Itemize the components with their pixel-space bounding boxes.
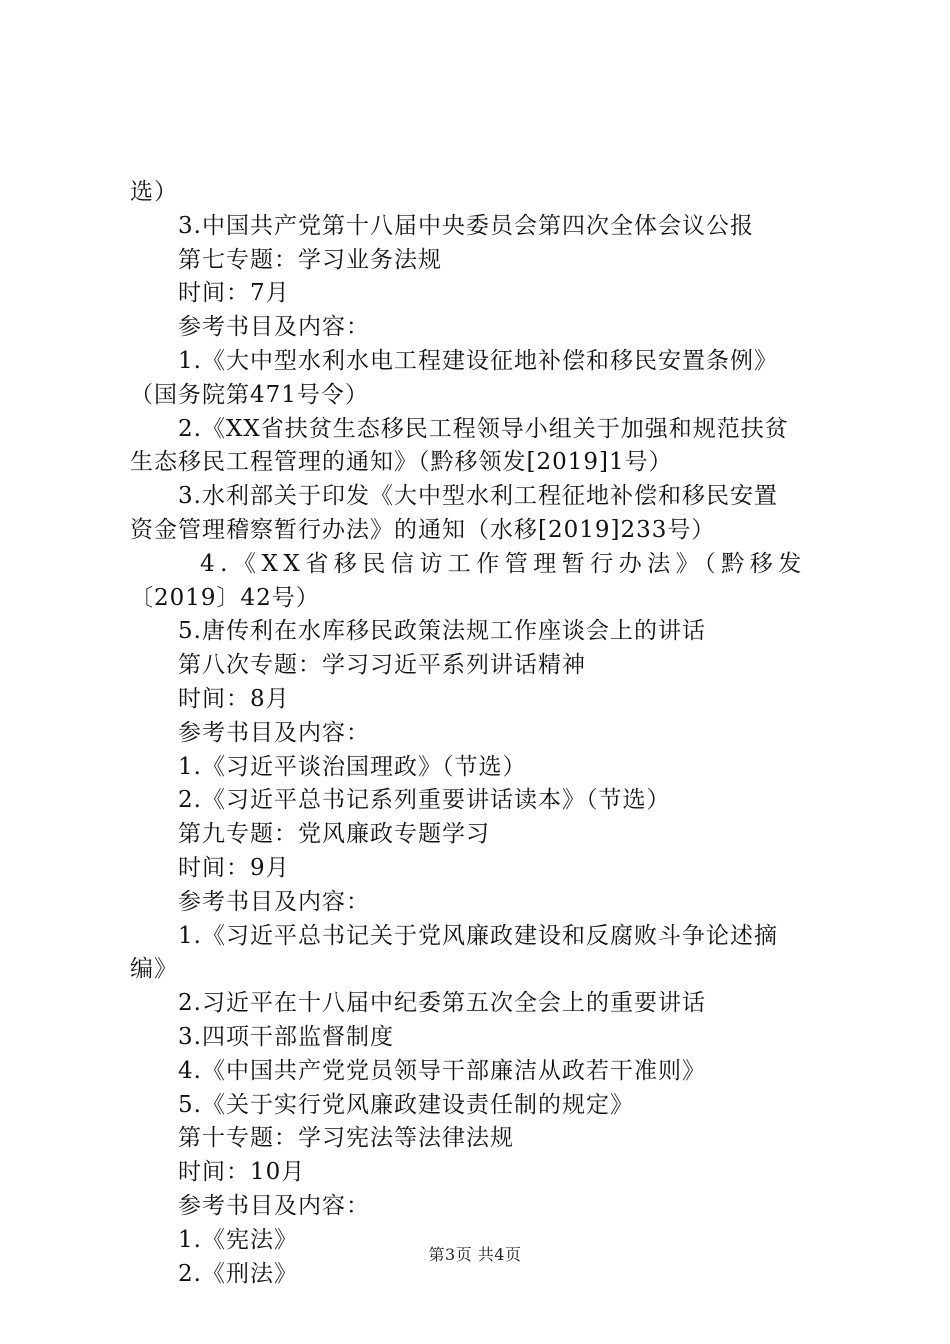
list-item: 4.《XX省移民信访工作管理暂行办法》（黔移发 — [200, 550, 807, 577]
list-item: 1.《习近平总书记关于党风廉政建设和反腐败斗争论述摘 — [178, 922, 778, 949]
text-line: 生态移民工程管理的通知》（黔移领发[2019]1号） — [130, 449, 673, 476]
list-item: 3.水利部关于印发《大中型水利工程征地补偿和移民安置 — [178, 483, 778, 510]
list-item: 3.四项干部监督制度 — [178, 1023, 394, 1050]
list-item: 1.《大中型水利水电工程建设征地补偿和移民安置条例》 — [178, 347, 778, 374]
page-footer — [0, 1242, 950, 1265]
list-item: 5.唐传利在水库移民政策法规工作座谈会上的讲话 — [178, 618, 706, 645]
text-line: 3.中国共产党第十八届中央委员会第四次全体会议公报 — [178, 212, 754, 239]
text-line: 〔2019〕42号） — [130, 584, 320, 611]
text-line: 时间：8月 — [178, 685, 290, 712]
text-line: 参考书目及内容： — [178, 1192, 370, 1219]
section-heading: 第七专题：学习业务法规 — [178, 246, 442, 273]
list-item: 4.《中国共产党党员领导干部廉洁从政若干准则》 — [178, 1057, 706, 1084]
text-line: 时间：9月 — [178, 854, 290, 881]
document-body — [130, 176, 830, 1291]
list-item: 1.《习近平谈治国理政》（节选） — [178, 753, 527, 780]
list-item: 2.《刑法》 — [178, 1260, 298, 1287]
list-item: 1.《宪法》 — [178, 1226, 298, 1253]
text-line: 时间：10月 — [178, 1159, 306, 1186]
section-heading: 第九专题：党风廉政专题学习 — [178, 821, 490, 848]
section-heading: 第十专题：学习宪法等法律法规 — [178, 1125, 514, 1152]
text-line: 时间：7月 — [178, 280, 290, 307]
list-item: 5.《关于实行党风廉政建设责任制的规定》 — [178, 1091, 634, 1118]
section-heading: 第八次专题：学习习近平系列讲话精神 — [178, 652, 586, 679]
list-item: 2.习近平在十八届中纪委第五次全会上的重要讲话 — [178, 990, 706, 1017]
text-line: 参考书目及内容： — [178, 314, 370, 341]
text-line: 参考书目及内容： — [178, 719, 370, 746]
text-line: 选） — [130, 179, 178, 205]
text-line: 资金管理稽察暂行办法》的通知（水移[2019]233号） — [130, 516, 716, 543]
text-line: （国务院第471号令） — [130, 381, 369, 408]
list-item: 2.《XX省扶贫生态移民工程领导小组关于加强和规范扶贫 — [178, 415, 789, 442]
text-line: 编》 — [130, 956, 178, 983]
list-item: 2.《习近平总书记系列重要讲话读本》（节选） — [178, 787, 671, 814]
text-line: 参考书目及内容： — [178, 888, 370, 915]
page-number: 第3页 共4页 — [428, 1245, 522, 1264]
